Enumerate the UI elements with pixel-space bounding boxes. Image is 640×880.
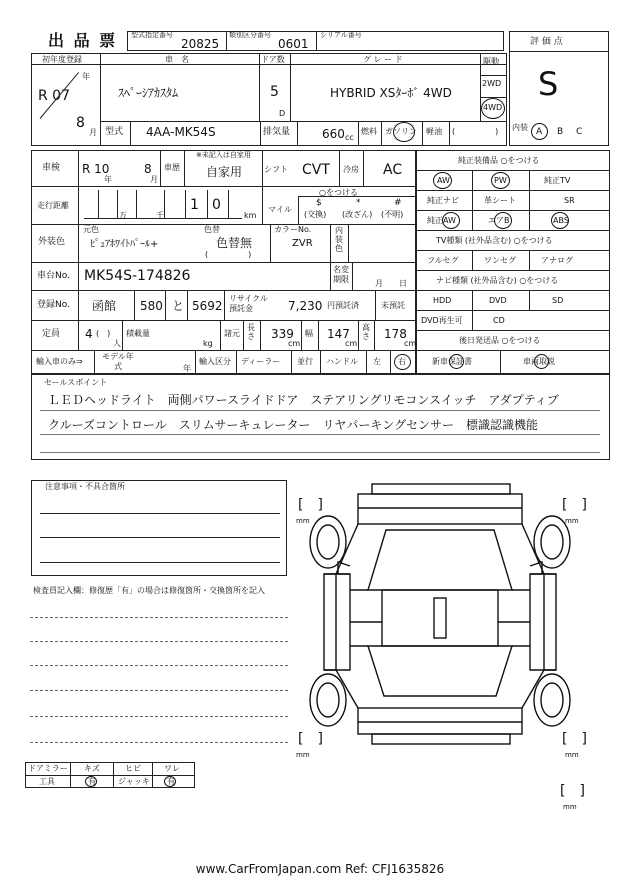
equip-sr: SR	[564, 196, 575, 205]
rear-left-tire	[310, 674, 346, 726]
unknown-mark: #	[394, 198, 402, 208]
drive-label: 駆動	[483, 57, 499, 66]
inspector-label: 検査員記入欄：修復歴「有」の場合は修復箇所・交換箇所を記入	[33, 586, 265, 595]
bracket-rr: [ ]	[562, 731, 587, 747]
rear-right-tire	[534, 674, 570, 726]
equip-genuine-navi: 純正ナビ	[427, 196, 459, 205]
disp-label: 排気量	[263, 127, 291, 137]
bracket-fl: [ ]	[298, 497, 323, 513]
inspection: R 10	[82, 162, 110, 176]
mileage-label: 走行距離	[37, 201, 69, 210]
bracket-fr: [ ]	[562, 497, 587, 513]
type-code: 20825	[181, 37, 220, 51]
equip-aw: AW	[437, 176, 450, 185]
equip-genuine-tv: 純正TV	[544, 176, 571, 185]
bracket-rl: [ ]	[298, 731, 323, 747]
equip-airbag-circle	[494, 212, 512, 229]
score-label: 評 価 点	[530, 37, 563, 47]
tv-oneseg: ワンセグ	[484, 256, 516, 265]
front-bumper	[372, 484, 510, 494]
front-left-tire	[310, 516, 346, 568]
equip-genuine-aw-circle	[442, 212, 460, 229]
sales-line-2: クルーズコントロール スリムサーキュレーター リヤパーキングセンサー 標識認識機能	[48, 418, 538, 432]
equip-airbag: エアB	[488, 216, 510, 225]
height: 178	[384, 327, 407, 341]
ac: AC	[383, 162, 403, 178]
inspection-label: 車検	[42, 163, 61, 173]
navi-sd: SD	[552, 296, 564, 305]
right-side	[544, 574, 556, 670]
first-reg-month: 8	[76, 115, 85, 131]
later-warranty-circle	[449, 354, 464, 369]
first-reg-label: 初年度登録	[42, 55, 82, 64]
length: 339	[271, 327, 294, 341]
interior-a: A	[536, 127, 543, 137]
chassis: MK54S-174826	[84, 268, 191, 284]
footer-ref: www.CarFromJapan.com Ref: CFJ1635826	[195, 862, 445, 876]
genuine-label: 純正装備品 ○をつける	[458, 156, 540, 165]
model: 4AA-MK54S	[146, 125, 216, 139]
equip-leather: 革シート	[484, 196, 516, 205]
sales-label: セールスポイント	[44, 378, 108, 387]
color-no: ZVR	[292, 238, 313, 249]
drive-4wd-circle	[481, 98, 505, 119]
tools-yes: 有	[88, 777, 96, 786]
sales-line-1: ＬＥＤヘッドライト 両側パワースライドドア ステアリングリモコンスイッチ アダプティブ	[48, 393, 559, 407]
grade-label: グ レ ー ド	[363, 55, 403, 64]
interior-label: 内装	[512, 123, 528, 132]
trunk	[358, 708, 522, 734]
tamper-mark: *	[356, 198, 361, 208]
repaint: 色替無	[216, 236, 253, 250]
handle-right-circle	[394, 354, 411, 370]
equip-pw-circle	[491, 172, 510, 189]
handle-right: 右	[398, 357, 406, 366]
model-label: 型式	[105, 127, 124, 137]
later-manual-circle	[534, 354, 549, 369]
serial-label: シリアル番号	[320, 31, 362, 39]
fuel-label: 燃料	[361, 127, 377, 136]
bracket-spare: [ ]	[560, 783, 585, 799]
car-name: ｽﾍﾟｰｼｱｶｽﾀﾑ	[118, 86, 179, 100]
score-value: S	[538, 65, 559, 103]
navi-hdd: HDD	[433, 296, 452, 305]
recycle-none: 未預託	[381, 301, 405, 310]
navi-dvd: DVD	[489, 296, 507, 305]
car-diagram	[290, 470, 610, 810]
tv-analog: アナログ	[541, 256, 573, 265]
left-side	[324, 574, 336, 670]
import-dealer: ディーラー	[241, 357, 281, 366]
interior-b: B	[557, 127, 564, 137]
sheet-title: 出 品 票	[48, 31, 118, 50]
color-label: 外装色	[38, 237, 66, 247]
interior-a-circle	[531, 123, 548, 140]
cap-label: 定員	[42, 329, 61, 339]
mileage-digit-5: 1	[190, 197, 199, 213]
hood	[358, 494, 522, 524]
type-code-label: 型式指定番号	[131, 31, 173, 39]
grade: HYBRID XSﾀｰﾎﾞ 4WD	[330, 86, 452, 100]
drive-4wd: 4WD	[483, 103, 503, 112]
navi-dvd-player: DVD再生可	[421, 316, 463, 325]
class-code: 0601	[278, 37, 309, 51]
reg-area: 函館	[92, 299, 117, 313]
car-name-label: 車 名	[165, 55, 189, 64]
doors-label: ドア数	[261, 55, 285, 64]
rear-bumper	[372, 734, 510, 744]
equip-pw: PW	[494, 176, 507, 185]
handle-left: 左	[373, 357, 381, 366]
mileage-digit-6: 0	[212, 197, 221, 213]
reg-label: 登録No.	[37, 300, 70, 310]
equip-aw-circle	[433, 172, 452, 189]
jack-yes: 有	[167, 777, 175, 786]
later-label: 後日発送品 ○をつける	[459, 336, 541, 345]
interior-c: C	[576, 127, 583, 137]
tv-fullseg: フルセグ	[427, 256, 459, 265]
fuel-gasoline: ガソリン	[385, 127, 417, 136]
drive-2wd: 2WD	[482, 79, 502, 88]
mile-label: マイル	[268, 205, 292, 214]
equip-genuine-aw: 純正AW	[427, 216, 456, 225]
shift-label: シフト	[264, 165, 288, 174]
rear-window	[368, 646, 512, 696]
sales-box	[31, 374, 610, 460]
fuel-diesel: 軽油	[426, 127, 442, 136]
fuel-circle	[393, 122, 415, 142]
swap-mark: $	[316, 198, 322, 208]
ac-label: 冷房	[343, 165, 359, 174]
recycle: 7,230	[288, 299, 323, 313]
disp: 660	[322, 127, 345, 141]
reg-num: 5692	[192, 299, 223, 313]
chassis-label: 車台No.	[37, 271, 70, 281]
width: 147	[327, 327, 350, 341]
tv-label: TV種類 (社外品含む) ○をつける	[436, 236, 553, 245]
capacity: 4	[85, 327, 93, 341]
equip-abs: ABS	[553, 216, 569, 225]
use: 自家用	[206, 165, 243, 179]
windshield	[368, 530, 512, 590]
navi-label: ナビ種類 (社外品含む) ○をつける	[436, 276, 559, 285]
doors: 5	[270, 84, 279, 100]
orig-color: ﾋﾟｭｱﾎﾜｲﾄﾊﾟｰﾙ+	[90, 239, 159, 250]
later-manual: 車両取説	[523, 357, 555, 366]
shift: CVT	[302, 162, 330, 178]
use-label: 車歴	[164, 163, 180, 172]
reg-class: 580	[140, 299, 163, 313]
later-warranty: 新車保証書	[432, 357, 472, 366]
inspection-month: 8	[144, 162, 152, 176]
caution-label: 注意事項・不具合箇所	[45, 482, 125, 491]
navi-cd: CD	[493, 316, 505, 325]
equip-abs-circle	[551, 212, 569, 229]
first-reg-era: R 07	[38, 88, 70, 104]
class-code-label: 類別区分番号	[229, 31, 271, 39]
reg-kana: と	[172, 299, 185, 313]
import-parallel: 並行	[297, 357, 313, 366]
import-label: 輸入車のみ⇒	[36, 357, 83, 366]
